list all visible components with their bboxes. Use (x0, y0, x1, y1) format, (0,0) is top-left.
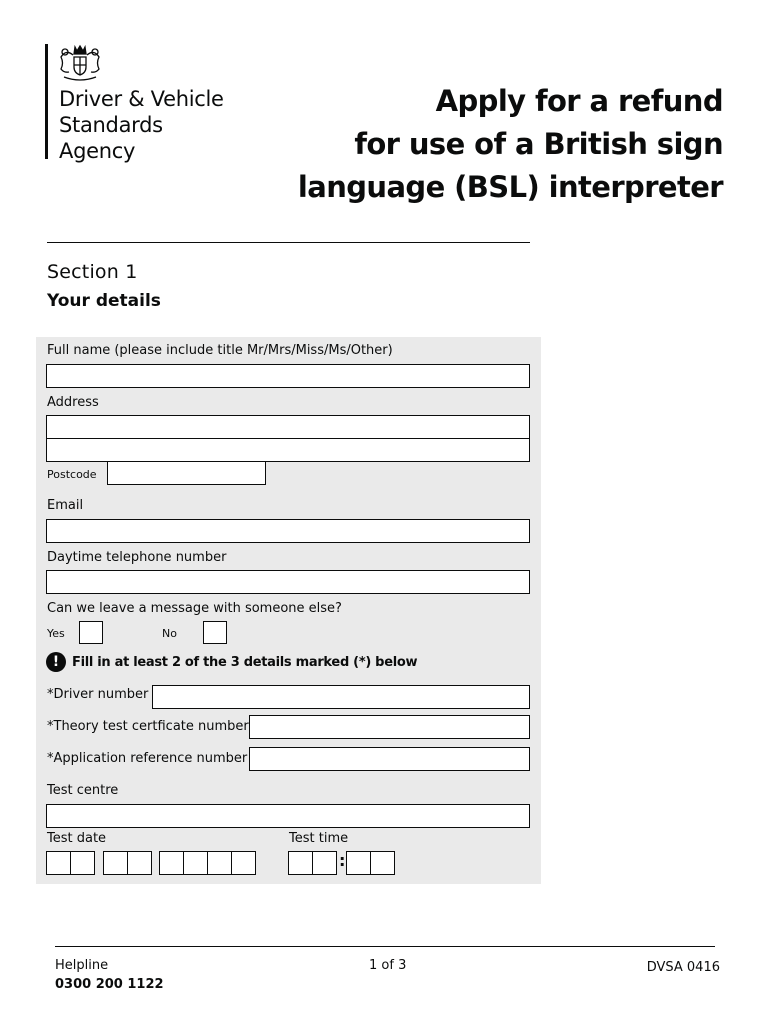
driver-number-label: *Driver number (47, 687, 149, 702)
test-date-year-2[interactable] (183, 851, 208, 875)
test-date-year-3[interactable] (207, 851, 232, 875)
notice-text: Fill in at least 2 of the 3 details marked (*) below (72, 655, 418, 670)
agency-line-1: Driver & Vehicle (59, 87, 224, 111)
message-question: Can we leave a message with someone else? (47, 601, 342, 616)
email-label: Email (47, 498, 84, 513)
test-date-label: Test date (47, 831, 107, 846)
application-reference-field[interactable] (249, 747, 530, 771)
test-time-minute-2[interactable] (370, 851, 395, 875)
test-time-hour-2[interactable] (312, 851, 337, 875)
phone-label: Daytime telephone number (47, 550, 227, 565)
address-line-2-field[interactable] (46, 438, 530, 462)
full-name-label: Full name (please include title Mr/Mrs/Miss/Ms/Other) (47, 343, 393, 358)
section-label: Section 1 (47, 261, 138, 283)
logo-bar (45, 44, 48, 159)
yes-label: Yes (47, 627, 65, 640)
test-date-year-1[interactable] (159, 851, 184, 875)
no-label: No (162, 627, 177, 640)
title-line-3: language (BSL) interpreter (297, 170, 723, 204)
test-time-minute-1[interactable] (346, 851, 371, 875)
no-checkbox[interactable] (203, 621, 227, 644)
postcode-label: Postcode (47, 468, 97, 481)
application-reference-label: *Application reference number (47, 751, 248, 766)
title-line-2: for use of a British sign (354, 127, 723, 161)
page-indicator: 1 of 3 (369, 958, 407, 973)
test-centre-field[interactable] (46, 804, 530, 828)
form-code: DVSA 0416 (646, 960, 720, 975)
test-time-label: Test time (289, 831, 349, 846)
full-name-field[interactable] (46, 364, 530, 388)
address-line-1-field[interactable] (46, 415, 530, 439)
driver-number-field[interactable] (152, 685, 530, 709)
exclamation-icon: ! (46, 652, 66, 672)
postcode-field[interactable] (107, 461, 266, 485)
yes-checkbox[interactable] (79, 621, 103, 644)
test-date-month-2[interactable] (127, 851, 152, 875)
time-separator: : (339, 851, 346, 870)
phone-field[interactable] (46, 570, 530, 594)
test-centre-label: Test centre (47, 783, 119, 798)
agency-name (59, 86, 224, 164)
theory-certificate-label: *Theory test certficate number (47, 719, 249, 734)
section-title: Your details (47, 291, 161, 311)
agency-line-3: Agency (59, 139, 136, 163)
footer-divider (55, 946, 715, 947)
address-label: Address (47, 395, 99, 410)
helpline-number: 0300 200 1122 (55, 977, 164, 992)
email-field[interactable] (46, 519, 530, 543)
test-date-day-1[interactable] (46, 851, 71, 875)
test-date-day-2[interactable] (70, 851, 95, 875)
helpline-label: Helpline (55, 958, 109, 973)
test-time-hour-1[interactable] (288, 851, 313, 875)
title-line-1: Apply for a refund (435, 84, 723, 118)
test-date-year-4[interactable] (231, 851, 256, 875)
test-date-month-1[interactable] (103, 851, 128, 875)
royal-crest-icon (56, 41, 104, 83)
page-title (298, 80, 723, 209)
theory-certificate-field[interactable] (249, 715, 530, 739)
divider (47, 242, 530, 243)
agency-line-2: Standards (59, 113, 163, 137)
